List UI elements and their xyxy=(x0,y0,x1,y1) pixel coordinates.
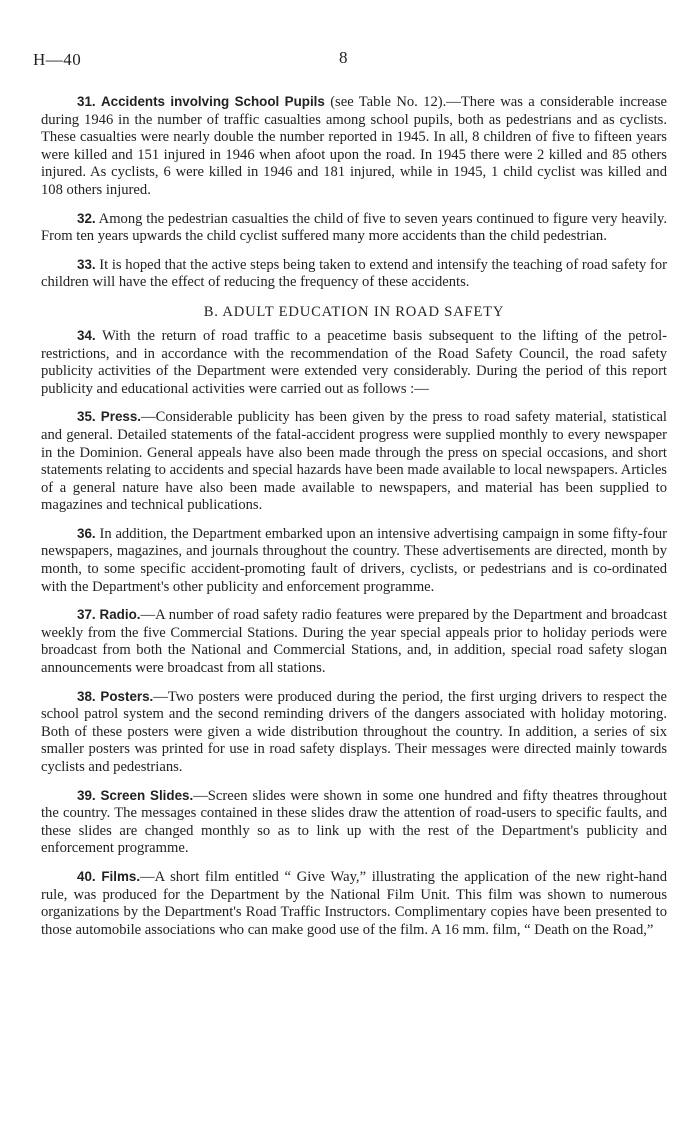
paragraph-34 xyxy=(41,327,667,398)
paragraph-35 xyxy=(41,408,667,515)
paragraph-heading: Radio. xyxy=(99,607,141,623)
paragraph-text: With the return of road traffic to a peacetime basis subsequent to the lifting of the petrol-restrictions, and in accordance with the recommendation of the Road Safety Council, the road safety publicity activities of the Department were extended very considerably. During the period of this report publicity and educational activities were carried out as follows :— xyxy=(41,327,667,397)
paragraph-text: —Screen slides were shown in some one hundred and fifty theatres throughout the country. The messages contained in these slides draw the attention of road-users to specific faults, and these slides are changed monthly so as to link up with the rest of the Department's publicity and enforcement programme. xyxy=(41,787,667,857)
paragraph-text: In addition, the Department embarked upon an intensive advertising campaign in some fifty-four newspapers, magazines, and journals throughout the country. These advertisements are directed, month by month, to some specific accident-promoting fault of drivers, cyclists, or pedestrians and is co-ordinated with the Department's other publicity and enforcement programme. xyxy=(41,525,667,595)
paragraph-40 xyxy=(41,868,667,939)
paragraph-heading: Posters. xyxy=(100,688,154,704)
paragraph-text: It is hoped that the active steps being taken to extend and intensify the teaching of road safety for children will have the effect of reducing the frequency of these accidents. xyxy=(41,256,667,291)
paragraph-36 xyxy=(41,525,667,596)
paragraph-31 xyxy=(41,93,667,200)
paragraph-number: 36. xyxy=(77,525,96,541)
paragraph-number: 39. xyxy=(77,787,96,803)
paragraph-text: Among the pedestrian casualties the child of five to seven years continued to figure very heavily. From ten years upwards the child cyclist suffered many more accidents than the child pedestrian. xyxy=(41,210,667,245)
paragraph-38 xyxy=(41,688,667,777)
paragraph-number: 38. xyxy=(77,688,96,704)
section-heading: B. ADULT EDUCATION IN ROAD SAFETY xyxy=(203,303,505,320)
paragraph-heading: Screen Slides. xyxy=(100,787,194,803)
paragraph-number: 40. xyxy=(77,868,96,884)
paragraph-text: —Considerable publicity has been given by the press to road safety material, statistical and general. Detailed statements of the fatal-accident progress were supplied monthly to every newspaper in the Dominion. General appeals have also been made through the press on special occasions, and short statements relating to accidents and special hazards have been made available to local newspapers. Articles of a general nature have also been made available to newspapers, and material has been supplied to magazines and technical publications. xyxy=(41,409,667,514)
page-header xyxy=(33,46,667,70)
document-reference: H—40 xyxy=(33,50,82,69)
paragraph-heading: Press. xyxy=(100,409,142,425)
paragraph-37 xyxy=(41,606,667,677)
paragraph-heading: Accidents involving School Pupils xyxy=(100,94,325,109)
paragraph-number: 32. xyxy=(77,210,96,226)
paragraph-text: —A short film entitled “ Give Way,” illustrating the application of the new right-hand rule, was produced for the Department by the National Film Unit. This film was shown to numerous organizations by the Department's Road Traffic Instructors. Complimentary copies have been presented to those automobile associations who can make good use of the film. A 16 mm. film, “ Death on the Road,” xyxy=(41,868,667,938)
paragraph-32 xyxy=(41,210,667,246)
paragraph-text: (see Table No. 12).—There was a considerable increase during 1946 in the number of traffic casualties among school pupils, both as pedestrians and as cyclists. These casualties were nearly double the number reported in 1945. In all, 8 children of five to fifteen years were killed and 151 injured in 1946 when afoot upon the road. In 1945 there were 2 killed and 85 others injured. As cyclists, 6 were killed in 1946 and 181 injured, while in 1945, 1 child cyclist was killed and 108 others injured. xyxy=(41,94,668,198)
paragraph-heading: Films. xyxy=(101,868,141,884)
paragraph-number: 34. xyxy=(77,327,96,343)
paragraph-number: 35. xyxy=(77,409,96,425)
paragraph-text: —Two posters were produced during the period, the first urging drivers to respect the school patrol system and the second reminding drivers of the dangers associated with holiday motoring. Both of these posters were given a wide distribution throughout the country. In addition, a series of six smaller posters was printed for use in road safety displays. Their messages were directed mainly towards cyclists and pedestrians. xyxy=(41,688,667,775)
paragraph-33 xyxy=(41,256,667,292)
paragraph-text: —A number of road safety radio features were prepared by the Department and broadcast weekly from the five Commercial Stations. During the year special appeals prior to holiday periods were broadcast from both the National and Commercial Stations, and, in addition, special road safety slogan announcements were broadcast from all stations. xyxy=(41,607,667,677)
paragraph-number: 31. xyxy=(77,94,96,109)
document-page xyxy=(33,46,668,949)
paragraph-39 xyxy=(41,787,667,858)
paragraph-number: 37. xyxy=(77,607,96,623)
page-number: 8 xyxy=(339,48,348,67)
paragraph-number: 33. xyxy=(77,256,96,272)
